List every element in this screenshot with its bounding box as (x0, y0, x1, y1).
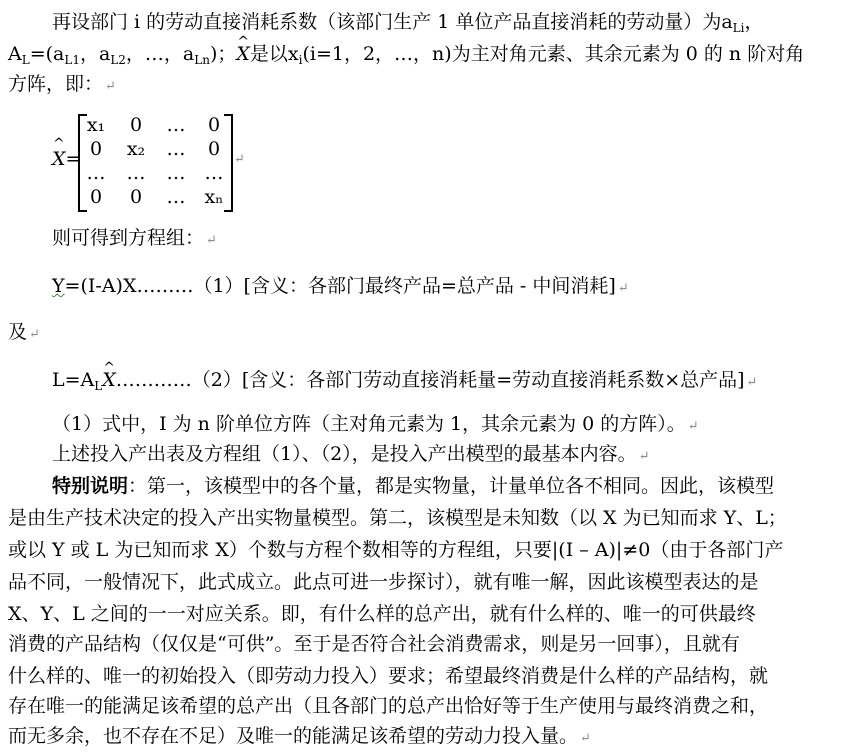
text: 上述投入产出表及方程组（1）、（2），是投入产出模型的最基本内容。 (52, 443, 637, 465)
matrix-cell: 0 (129, 186, 143, 208)
text: 而无多余，也不存在不足）及唯一的能满足该希望的劳动力投入量。 (8, 725, 579, 747)
matrix-cell: … (166, 114, 186, 136)
text: ：第一，该模型中的各个量，都是实物量，计量单位各不相同。因此，该模型 (128, 475, 775, 497)
text: 及 (8, 321, 28, 343)
text: ，a (79, 43, 111, 65)
equation-1 (52, 272, 629, 303)
conjunction-line (8, 318, 40, 349)
matrix-cell: … (166, 186, 186, 208)
para-5-line-3 (8, 536, 783, 564)
matrix-cell: 0 (129, 114, 143, 136)
para-5-line-8 (8, 692, 768, 720)
matrix-cell: … (86, 162, 106, 184)
para-5-line-5 (8, 600, 756, 628)
matrix-cell: … (166, 138, 186, 160)
para-5-line-7 (8, 662, 768, 690)
paragraph-mark-icon: ↵ (687, 419, 699, 434)
matrix-cell: x₁ (86, 114, 106, 136)
para-1-line-3 (8, 70, 116, 101)
matrix-cell: 0 (207, 138, 221, 160)
text: L=A (52, 369, 95, 391)
matrix-cell: 0 (89, 138, 103, 160)
text: 则可得到方程组： (52, 227, 205, 249)
matrix-cell: 0 (207, 114, 221, 136)
para-5-line-6 (8, 630, 740, 658)
para-1-line-1 (52, 8, 763, 36)
para-1-line-2 (8, 40, 804, 68)
x-hat-symbol: ^ X (236, 40, 250, 68)
paragraph-mark-icon: ↵ (206, 233, 217, 248)
diagonal-matrix (52, 112, 245, 212)
text: =(I-A)X………（1）[含义：各部门最终产品=总产品 - 中间消耗] (64, 275, 616, 297)
text: ，…，a (125, 43, 195, 65)
para-5-line-9 (8, 722, 591, 753)
text: =(a (29, 43, 65, 65)
bold-heading: 特别说明 (52, 475, 129, 497)
text: 再设部门 i 的劳动直接消耗系数（该部门生产 1 单位产品直接消耗的劳动量）为a (52, 11, 733, 33)
para-5-line-2 (8, 504, 787, 532)
paragraph-mark-icon: ↵ (105, 79, 116, 94)
subscript: i (298, 53, 303, 67)
paragraph-mark-icon: ↵ (234, 152, 245, 167)
text: 存在唯一的能满足该希望的总产出（且各部门的总产出恰好等于生产使用与最终消费之和， (8, 695, 769, 717)
para-4 (52, 440, 650, 471)
matrix-cell: 0 (89, 186, 103, 208)
subscript: L1 (64, 53, 80, 67)
para-5-line-4 (8, 568, 759, 596)
matrix-cell: … (166, 162, 186, 184)
x-hat-symbol: ^ X (52, 148, 66, 170)
paragraph-mark-icon: ↵ (580, 731, 591, 746)
subscript: L (21, 53, 30, 67)
matrix-cell: … (204, 162, 224, 184)
paragraph-mark-icon: ↵ (617, 281, 629, 296)
subscript: Ln (194, 53, 210, 67)
text: Y (52, 275, 65, 297)
subscript: L (94, 379, 103, 393)
matrix-cell: xₙ (204, 186, 224, 208)
subscript: L2 (110, 53, 126, 67)
paragraph-mark-icon: ↵ (638, 449, 650, 464)
text: X、Y、L 之间的一一对应关系。即，有什么样的总产出，就有什么样的、唯一的可供最终 (8, 603, 756, 625)
text: …………（2）[含义：各部门劳动直接消耗量=劳动直接消耗系数×总产品] (115, 369, 745, 391)
text: 是由生产技术决定的投入产出实物量模型。第二，该模型是未知数（以 X 为已知而求 Y、L； (8, 507, 787, 529)
paragraph-mark-icon: ↵ (29, 327, 40, 342)
text: )； (209, 43, 237, 65)
text: 品不同，一般情况下，此式成立。此点可进一步探讨），就有唯一解，因此该模型表达的是 (8, 571, 759, 593)
text: 什么样的、唯一的初始投入（即劳动力投入）要求；希望最终消费是什么样的产品结构，就 (8, 665, 769, 687)
matrix-cell: x₂ (126, 138, 146, 160)
text: 方阵，即： (8, 73, 104, 95)
para-2 (52, 224, 217, 255)
text: （1）式中，I 为 n 阶单位方阵（主对角元素为 1，其余元素为 0 的方阵）。 (52, 413, 686, 435)
paragraph-mark-icon: ↵ (746, 375, 758, 390)
text: 是以x (249, 43, 299, 65)
text: 消费的产品结构（仅仅是“可供”。至于是否符合社会消费需求，则是另一回事），且就有 (8, 633, 740, 655)
text: (i=1，2，…，n)为主对角元素、其余元素为 0 的 n 阶对角 (302, 43, 805, 65)
equation-2 (52, 366, 757, 397)
text: 或以 Y 或 L 为已知而求 X）个数与方程个数相等的方程组，只要|(I – A)|≠0（由于各部门产 (8, 539, 784, 561)
para-3 (52, 410, 699, 441)
x-hat-symbol: ^ X (102, 366, 116, 394)
text: A (8, 43, 22, 65)
subscript: Li (732, 21, 745, 35)
para-5-line-1 (52, 472, 774, 500)
equals-sign: = (65, 148, 82, 170)
matrix-cell: … (126, 162, 146, 184)
text: ， (744, 11, 764, 33)
